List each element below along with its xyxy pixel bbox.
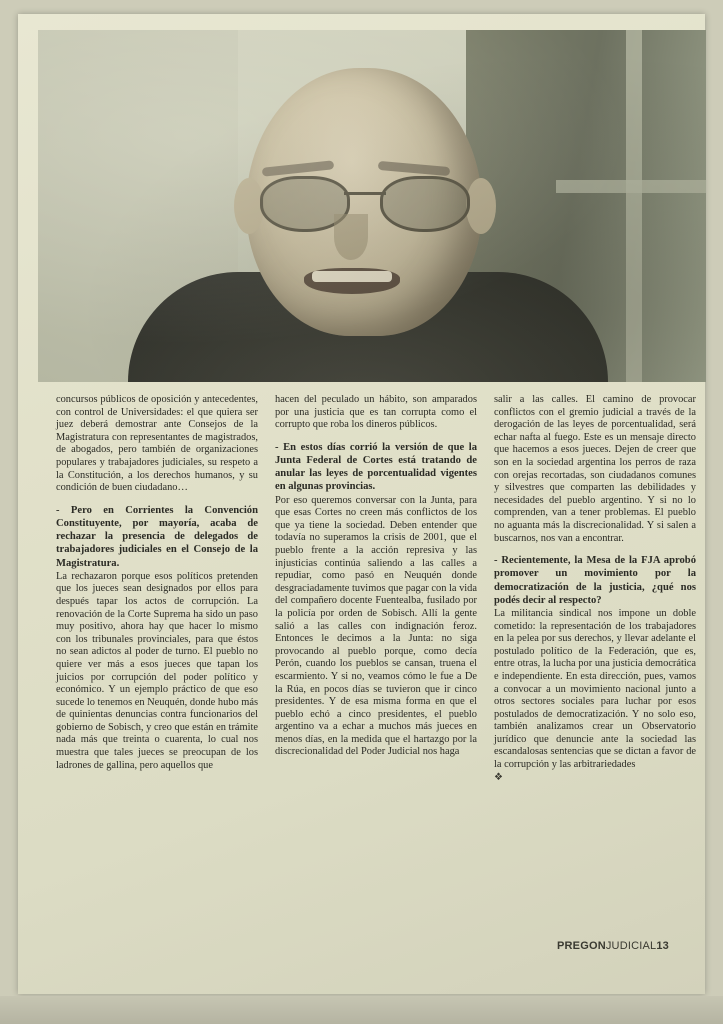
article-columns: [56, 394, 696, 954]
page-sheet: [18, 14, 705, 994]
eyeglass-lens-right: [380, 176, 470, 232]
article-column-3: [494, 394, 696, 954]
interview-question: - Recientemente, la Mesa de la FJA aprobó promover un movimiento por la democratización de la justicia, ¿qué nos podés decir al respecto?: [494, 555, 696, 606]
article-column-2: [275, 394, 477, 954]
window-frame-horizontal: [556, 180, 706, 193]
window-frame-vertical: [626, 30, 642, 382]
paragraph: La militancia sindical nos impone un doble cometido: la representación de los trabajadores en la pelea por sus derechos, y llevar adelante el postulado político de la Federación, que es, entre otras, la lucha por una justicia democrática e independiente. En esta dirección, pues, vamos a convocar a un movimiento nacional junto a otros sectores sociales para luchar por esos postulados de democratización. Y no solo eso, también analizamos crear un Observatorio jurídico que denuncie ante la sociedad las escandalosas sentencias que se dictan a favor de la corrupción y las arbitrariedades: [494, 607, 696, 771]
subject-ear-right: [466, 178, 496, 234]
end-of-article-mark: ❖: [494, 771, 503, 783]
paragraph: concursos públicos de oposición y antecedentes, con control de Universidades: el que quiera ser juez deberá demostrar ante Consejos de la Magistratura con representantes de magistrados, de abogados, pero también de organizaciones populares y trabajadores judiciales, su respeto a la Constitución, a los derechos humanos, y su condición de buen ciudadano…: [56, 394, 258, 494]
paragraph: La rechazaron porque esos políticos pretenden que los jueces sean designados por ellos para después tapar los actos de corrupción. La renovación de la Corte Suprema ha sido un paso muy positivo, ahora hay que hacer lo mismo con los tribunales provinciales, para que éstos no sean adictos al poder de turno. El pueblo no quiere ver más a esos jueces que tapan los juicios por corrupción del poder político y económico. Y un ejemplo práctico de que eso sucede lo tenemos en Neuquén, donde hubo más de quinientas denuncias contra funcionarios del gobierno de Sobisch, y creo que están en trámite nada más que treinta o cuarenta, lo cual nos muestra que tales jueces se preocupan de los ladrones de gallina, pero aquellos que: [56, 570, 258, 771]
publication-name-bold: PREGON: [556, 940, 606, 952]
paragraph: hacen del peculado un hábito, son amparados por una justicia que es tan corrupta como el corrupto que roba los dineros públicos.: [275, 394, 477, 431]
article-column-1: [56, 394, 258, 954]
paragraph: Por eso queremos conversar con la Junta, para que esas Cortes no creen más conflictos de los que ya tiene la sociedad. Deben entender que todavía no superamos la crisis de 2001, que el pueblo frente a la acción represiva y las injusticias continúa saliendo a las calles a repudiar, como pasó en Neuquén donde desgraciadamente tuvimos que pagar con la vida del compañero docente Fuentealba, fusilado por la policía por orden de Sobisch. Allí la gente salió a las calles con indignación feroz. Entonces le decimos a la Junta: no siga provocando al pueblo porque, como decía Perón, cuando los pueblos se cansan, truena el escarmiento. Y si no, veamos cómo le fue a De la Rúa, en pocos días se tuvieron que ir cinco presidentes. Y de esa misma forma en que el pueblo echó a cinco presidentes, el pueblo argentino va a echar a muchos más jueces en menos días, en la medida que el hartazgo por la discrecionalidad del Poder Judicial nos haga: [275, 494, 477, 758]
article-photo: [38, 30, 706, 382]
interview-question: - En estos días corrió la versión de que la Junta Federal de Cortes está tratando de anular las leyes de porcentualidad vigentes en algunas provincias.: [275, 441, 477, 493]
paragraph: salir a las calles. El camino de provocar conflictos con el gremio judicial a través de la derogación de las leyes de porcentualidad, será echar nafta al fuego. Este es un mensaje directo que hacemos a esos jueces. Dejen de creer que son en la sociedad argentina los perros de raza con orejas recortadas, son ciudadanos comunes y silvestres que comparten las debilidades y necesidades del pueblo argentino. Y si no lo comprenden, van a tener problemas. El pueblo no aguanta más la discrecionalidad. Y si salen a buscarnos, nos van a encontrar.: [494, 394, 696, 544]
page-number: 13: [656, 940, 669, 952]
subject-teeth: [312, 271, 392, 282]
publication-name-light: JUDICIAL: [605, 940, 657, 952]
page-footer: [557, 940, 669, 952]
portrait-subject: [188, 58, 548, 382]
subject-mouth: [304, 268, 400, 294]
interview-question: - Pero en Corrientes la Convención Constituyente, por mayoría, acaba de rechazar la presencia de delegados de trabajadores judiciales en el Consejo de la Magistratura.: [56, 504, 258, 569]
subject-nose: [334, 214, 368, 260]
scan-bottom-edge: [0, 996, 723, 1024]
